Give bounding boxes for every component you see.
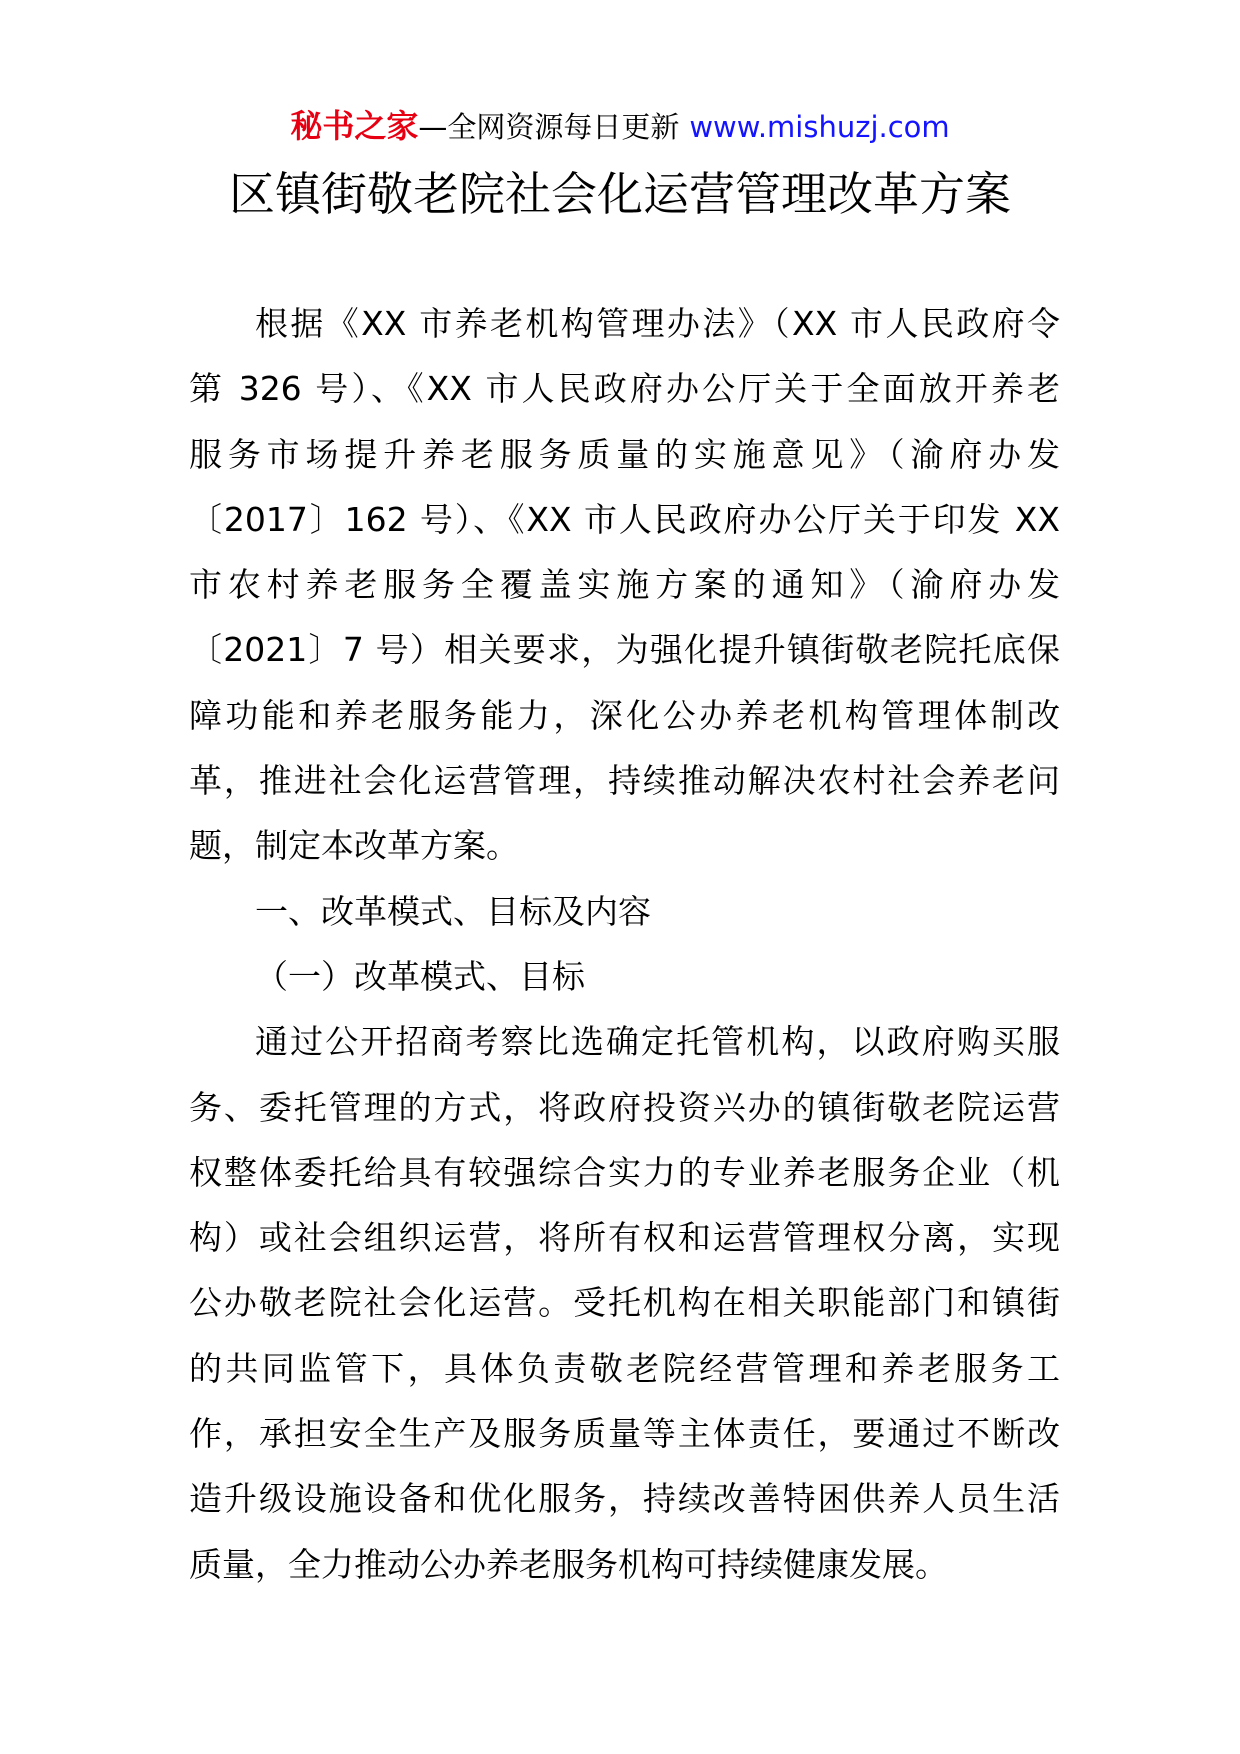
paragraph-line: 造升级设施设备和优化服务，持续改善特困供养人员生活 (189, 1479, 1060, 1519)
paragraph-line: 服务市场提升养老服务质量的实施意见》（渝府办发 (189, 434, 1060, 474)
paragraph-line: 市农村养老服务全覆盖实施方案的通知》（渝府办发 (189, 565, 1060, 605)
paragraph-line: 革，推进社会化运营管理，持续推动解决农村社会养老问 (189, 761, 1060, 801)
subsection-heading: （一）改革模式、目标 (255, 956, 585, 996)
paragraph-line: 构）或社会组织运营，将所有权和运营管理权分离，实现 (189, 1218, 1060, 1258)
banner-url: www.mishuzj.com (689, 110, 950, 144)
paragraph-line: 公办敬老院社会化运营。受托机构在相关职能部门和镇街 (189, 1283, 1060, 1323)
banner-tagline: —全网资源每日更新 (418, 110, 680, 144)
document-title: 区镇街敬老院社会化运营管理改革方案 (229, 167, 1011, 221)
paragraph-line: 通过公开招商考察比选确定托管机构，以政府购买服 (255, 1022, 1060, 1062)
document-body (189, 291, 1060, 1597)
paragraph-line: 题，制定本改革方案。 (189, 826, 519, 866)
section-heading: 一、改革模式、目标及内容 (255, 891, 651, 931)
site-banner (0, 104, 1240, 148)
paragraph-line: 障功能和养老服务能力，深化公办养老机构管理体制改 (189, 695, 1060, 735)
paragraph-line: 根据《XX 市养老机构管理办法》（XX 市人民政府令 (255, 304, 1060, 343)
paragraph-line: 作，承担安全生产及服务质量等主体责任，要通过不断改 (189, 1414, 1060, 1454)
paragraph-intro (189, 291, 1060, 879)
paragraph-line: 质量，全力推动公办养老服务机构可持续健康发展。 (189, 1544, 948, 1584)
paragraph-line: 权整体委托给具有较强综合实力的专业养老服务企业（机 (189, 1152, 1060, 1192)
banner-brand: 秘书之家 (290, 107, 419, 145)
paragraph-line: 务、委托管理的方式，将政府投资兴办的镇街敬老院运营 (189, 1087, 1060, 1127)
paragraph-line: 第 326 号）、《XX 市人民政府办公厅关于全面放开养老 (189, 369, 1060, 409)
paragraph-line: 〔2017〕162 号）、《XX 市人民政府办公厅关于印发 XX (189, 499, 1060, 539)
paragraph-line: 的共同监管下，具体负责敬老院经营管理和养老服务工 (189, 1348, 1060, 1388)
paragraph-line: 〔2021〕7 号）相关要求，为强化提升镇街敬老院托底保 (189, 630, 1060, 670)
paragraph-reform-model (189, 1009, 1060, 1597)
